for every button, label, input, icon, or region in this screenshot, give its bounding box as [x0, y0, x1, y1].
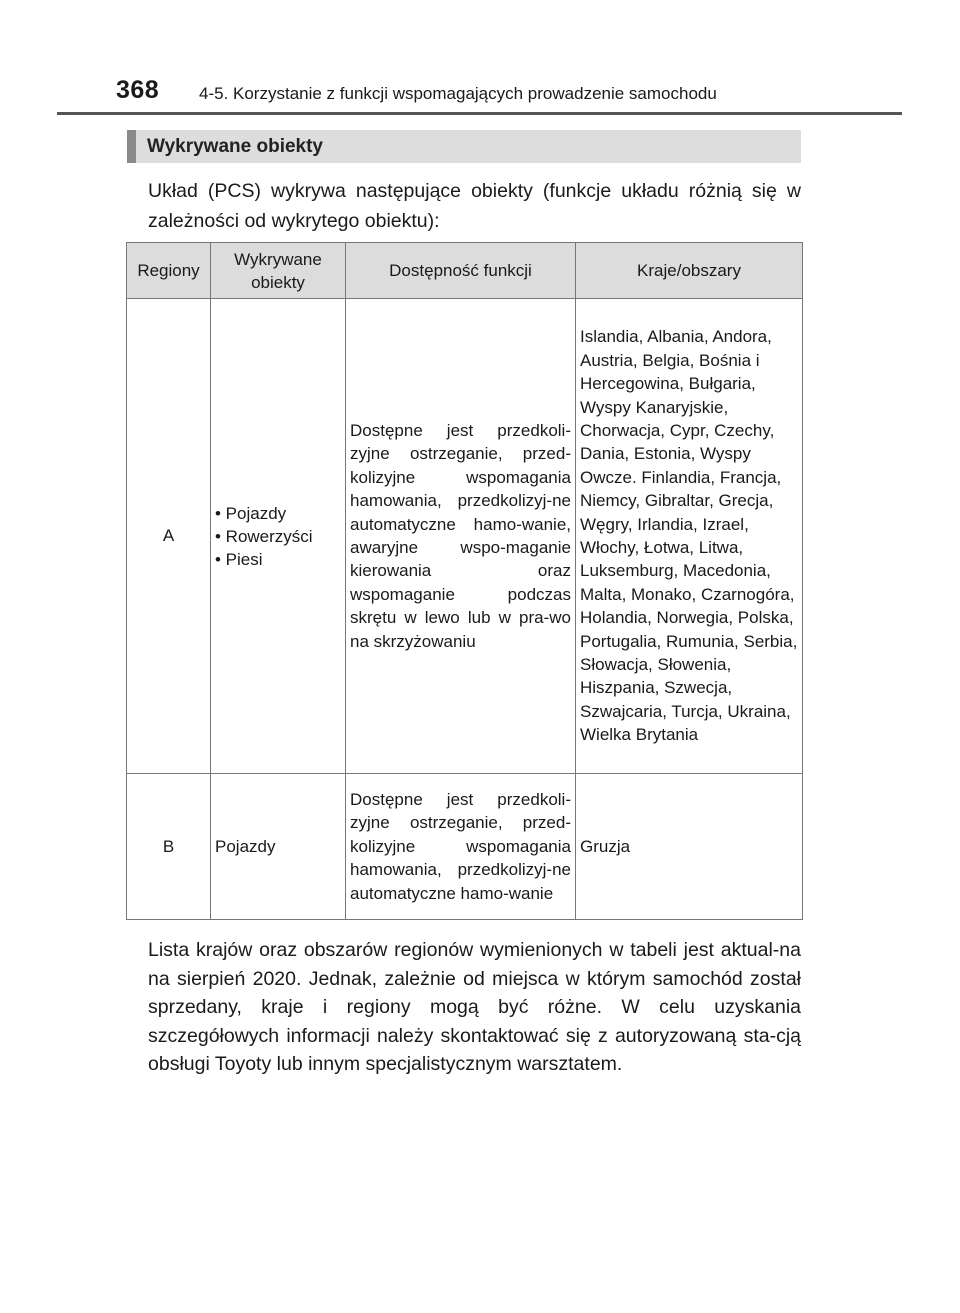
objects-list — [215, 835, 345, 858]
intro-paragraph: Układ (PCS) wykrywa następujące obiekty (funkcje układu różnią się w zależności od wykrytego obiektu): — [148, 180, 801, 232]
list-item: Pojazdy — [215, 837, 276, 856]
list-item: • Piesi — [215, 549, 263, 569]
objects-cell — [211, 299, 346, 774]
region-cell: A — [127, 299, 211, 774]
header-function-availability: Dostępność funkcji — [346, 243, 576, 299]
section-title: Wykrywane obiekty — [147, 136, 324, 157]
objects-list — [215, 502, 345, 571]
section-heading — [127, 130, 801, 163]
header-detected-objects: Wykrywane obiekty — [211, 243, 346, 299]
chapter-title: 4-5. Korzystanie z funkcji wspomagających prowadzenie samochodu — [199, 84, 717, 103]
list-item: • Rowerzyści — [215, 526, 313, 546]
functions-cell: Dostępne jest przedkoli-zyjne ostrzeganie, przed-kolizyjne wspomagania hamowania, przedkolizyj-ne automatyczne hamo-wanie, awaryjne wspo-maganie kierowania oraz wspomaganie podczas skrętu w lewo lub w pra-wo na skrzyżowaniu — [346, 299, 576, 774]
detected-objects-table — [126, 242, 803, 920]
table-header-row — [127, 243, 803, 299]
footnote-paragraph: Lista krajów oraz obszarów regionów wymienionych w tabeli jest aktual-na na sierpień 2020. Jednak, zależnie od miejsca w którym samochód został sprzedany, kraje i regiony mogą być różne. W celu uzyskania szczegółowych informacji należy skontaktować się z autoryzowaną sta-cją obsługi Toyoty lub innym specjalistycznym warsztatem. — [148, 939, 801, 1075]
table-row — [127, 774, 803, 920]
header-countries: Kraje/obszary — [576, 243, 803, 299]
list-item: • Pojazdy — [215, 503, 287, 523]
table-row — [127, 299, 803, 774]
header-regions: Regiony — [127, 243, 211, 299]
objects-cell — [211, 774, 346, 920]
functions-cell: Dostępne jest przedkoli-zyjne ostrzeganie, przed-kolizyjne wspomagania hamowania, przedkolizyj-ne automatyczne hamo-wanie — [346, 774, 576, 920]
countries-cell: Islandia, Albania, Andora, Austria, Belgia, Bośnia i Hercegowina, Bułgaria, Wyspy Kanaryjskie, Chorwacja, Cypr, Czechy, Dania, Estonia, Wyspy Owcze. Finlandia, Francja, Niemcy, Gibraltar, Grecja, Węgry, Irlandia, Izrael, Włochy, Łotwa, Litwa, Luksemburg, Macedonia, Malta, Monako, Czarnogóra, Holandia, Norwegia, Polska, Portugalia, Rumunia, Serbia, Słowacja, Słowenia, Hiszpania, Szwecja, Szwajcaria, Turcja, Ukraina, Wielka Brytania — [576, 299, 803, 774]
region-cell: B — [127, 774, 211, 920]
page-number: 368 — [116, 76, 160, 104]
header-divider — [57, 112, 902, 115]
page-header — [0, 0, 960, 112]
countries-cell: Gruzja — [576, 774, 803, 920]
